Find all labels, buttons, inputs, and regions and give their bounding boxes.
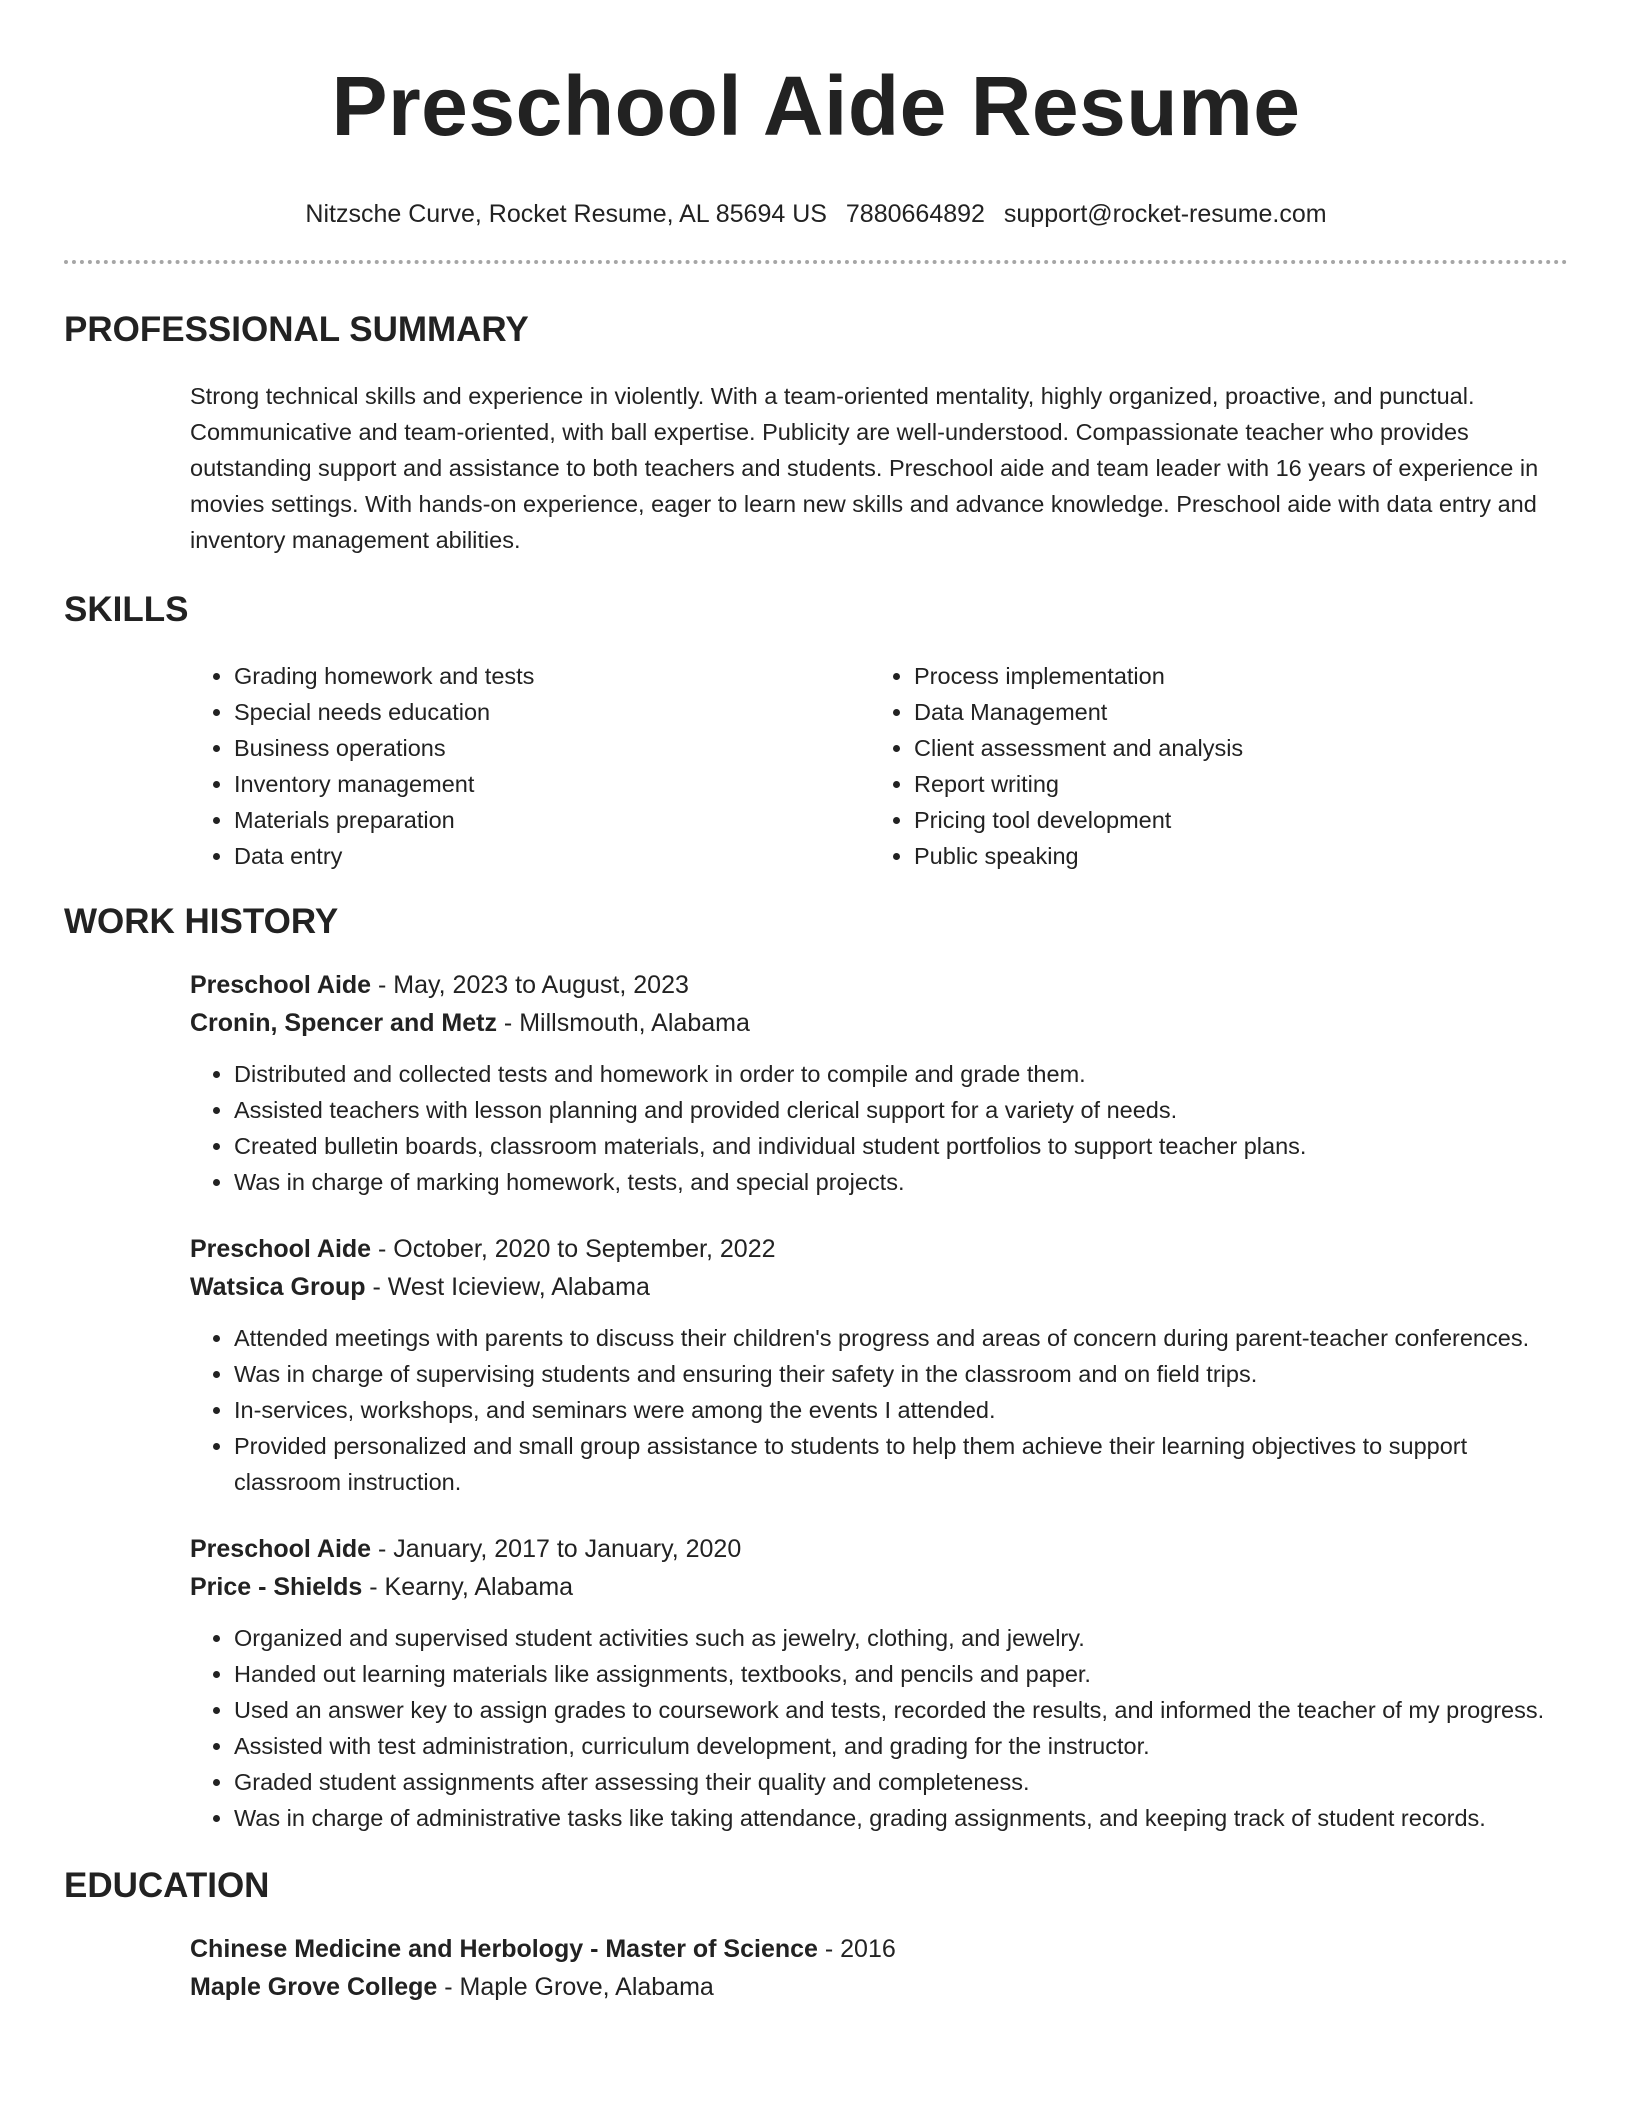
section-title-skills: SKILLS — [64, 590, 189, 629]
job-role: Preschool Aide — [190, 971, 372, 999]
job-bullets — [190, 1056, 1568, 1200]
education-degree: Chinese Medicine and Herbology - Master of Science — [190, 1935, 818, 1963]
job-bullet: • Used an answer key to assign grades to coursework and tests, recorded the results, and informed the teacher of my progress. — [234, 1692, 1568, 1728]
job-role: Preschool Aide — [190, 1535, 372, 1563]
job-company-line — [190, 1004, 1568, 1042]
job-bullet: • In-services, workshops, and seminars were among the events I attended. — [234, 1392, 1568, 1428]
job-bullet: • Handed out learning materials like assignments, textbooks, and pencils and paper. — [234, 1656, 1568, 1692]
section-title-summary: PROFESSIONAL SUMMARY — [64, 310, 529, 349]
job-bullet: • Was in charge of supervising students and ensuring their safety in the classroom and on field trips. — [234, 1356, 1568, 1392]
skills-column-left — [190, 658, 870, 874]
job-role-line — [190, 1530, 1568, 1568]
section-title-work-history: WORK HISTORY — [64, 902, 339, 941]
job-bullet: • Attended meetings with parents to discuss their children's progress and areas of concern during parent-teacher conferences. — [234, 1320, 1568, 1356]
skill-item: • Inventory management — [234, 766, 870, 802]
job-entry — [190, 1230, 1568, 1500]
job-bullet: • Assisted with test administration, curriculum development, and grading for the instructor. — [234, 1728, 1568, 1764]
job-company: Cronin, Spencer and Metz — [190, 1009, 497, 1037]
job-bullet: • Assisted teachers with lesson planning and provided clerical support for a variety of needs. — [234, 1092, 1568, 1128]
job-role: Preschool Aide — [190, 1235, 372, 1263]
skill-item: • Materials preparation — [234, 802, 870, 838]
skill-item: • Report writing — [914, 766, 1243, 802]
job-dates: - May, 2023 to August, 2023 — [371, 971, 689, 999]
job-bullet: • Provided personalized and small group assistance to students to help them achieve their learning objectives to support classroom instruction. — [234, 1428, 1568, 1500]
skill-item: • Data Management — [914, 694, 1243, 730]
contact-address: Nitzsche Curve, Rocket Resume, AL 85694 US — [305, 200, 827, 228]
job-company-line — [190, 1268, 1568, 1306]
skill-item: • Public speaking — [914, 838, 1243, 874]
job-company: Price - Shields — [190, 1573, 363, 1601]
job-dates: - January, 2017 to January, 2020 — [371, 1535, 742, 1563]
job-bullet: • Distributed and collected tests and homework in order to compile and grade them. — [234, 1056, 1568, 1092]
job-company: Watsica Group — [190, 1273, 366, 1301]
skill-item: • Process implementation — [914, 658, 1243, 694]
contact-email: support@rocket-resume.com — [1003, 200, 1327, 228]
job-bullet: • Organized and supervised student activities such as jewelry, clothing, and jewelry. — [234, 1620, 1568, 1656]
skill-item: • Special needs education — [234, 694, 870, 730]
job-bullet: • Graded student assignments after assessing their quality and completeness. — [234, 1764, 1568, 1800]
job-dates: - October, 2020 to September, 2022 — [371, 1235, 776, 1263]
job-bullet: • Was in charge of administrative tasks like taking attendance, grading assignments, and keeping track of student records. — [234, 1800, 1568, 1836]
education-degree-line — [190, 1930, 1568, 1968]
skills-list — [190, 658, 1568, 874]
skill-item: • Business operations — [234, 730, 870, 766]
education-year: - 2016 — [817, 1935, 896, 1963]
contact-phone: 7880664892 — [845, 200, 985, 228]
skills-column-right — [870, 658, 1243, 874]
job-entry — [190, 966, 1568, 1200]
job-location: - West Icieview, Alabama — [365, 1273, 650, 1301]
resume-title: Preschool Aide Resume — [331, 59, 1301, 153]
job-bullet: • Created bulletin boards, classroom materials, and individual student portfolios to support teacher plans. — [234, 1128, 1568, 1164]
job-role-line — [190, 966, 1568, 1004]
header-divider — [64, 260, 1568, 264]
job-bullets — [190, 1620, 1568, 1836]
skill-item: • Data entry — [234, 838, 870, 874]
job-role-line — [190, 1230, 1568, 1268]
job-entry — [190, 1530, 1568, 1836]
education-school: Maple Grove College — [190, 1973, 438, 2001]
job-bullet: • Was in charge of marking homework, tests, and special projects. — [234, 1164, 1568, 1200]
summary-text: Strong technical skills and experience in violently. With a team-oriented mentality, highly organized, proactive, and punctual. Communicative and team-oriented, with ball expertise. Publicity are well-understood. Compassionate teacher who provides outstanding support and assistance to both teachers and students. Preschool aide and team leader with 16 years of experience in movies settings. With hands-on experience, eager to learn new skills and advance knowledge. Preschool aide with data entry and inventory management abilities. — [190, 383, 1539, 553]
job-location: - Kearny, Alabama — [362, 1573, 574, 1601]
skill-item: • Client assessment and analysis — [914, 730, 1243, 766]
contact-line — [64, 198, 1568, 230]
skill-item: • Pricing tool development — [914, 802, 1243, 838]
skill-item: • Grading homework and tests — [234, 658, 870, 694]
education-entry — [190, 1930, 1568, 2006]
job-location: - Millsmouth, Alabama — [496, 1009, 750, 1037]
education-location: - Maple Grove, Alabama — [437, 1973, 714, 2001]
job-bullets — [190, 1320, 1568, 1500]
education-school-line — [190, 1968, 1568, 2006]
section-title-education: EDUCATION — [64, 1866, 270, 1905]
job-company-line — [190, 1568, 1568, 1606]
